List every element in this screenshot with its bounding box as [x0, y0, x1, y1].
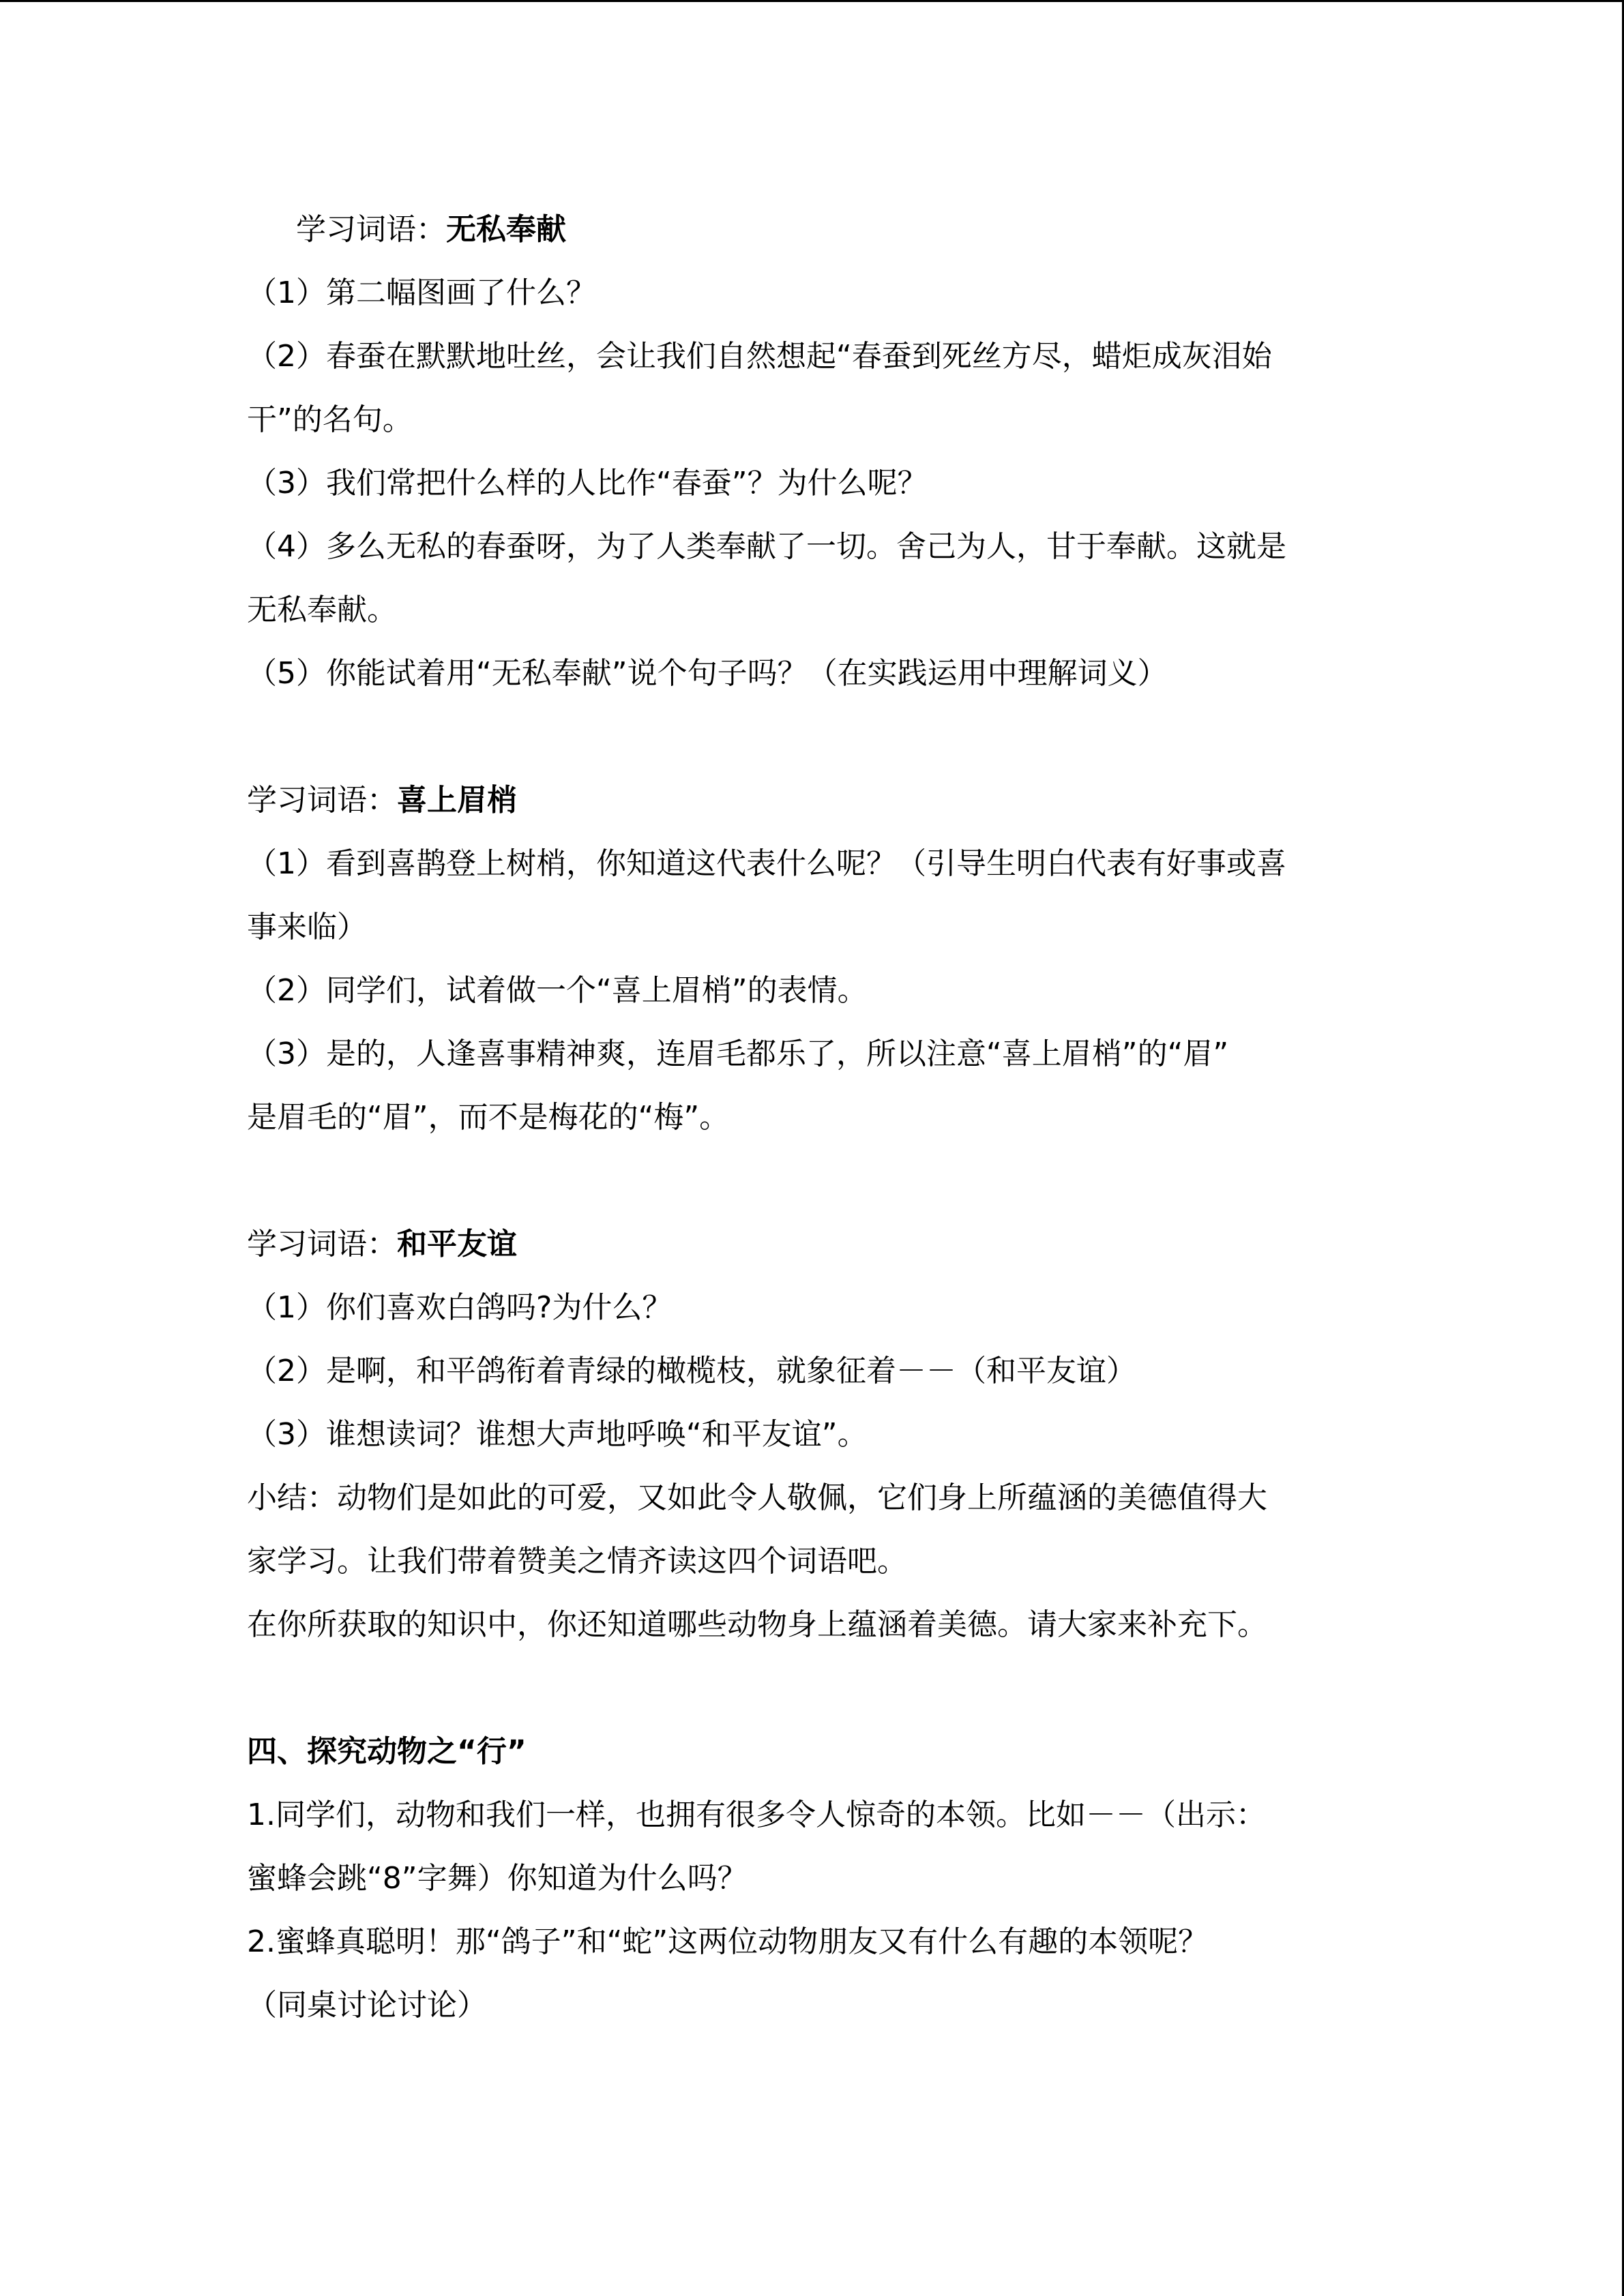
blank-line: [247, 1656, 1393, 1720]
section3-line-6: 在你所获取的知识中，你还知道哪些动物身上蕴涵着美德。请大家来补充下。: [247, 1607, 1267, 1642]
section4-line-1: 1.同学们，动物和我们一样，也拥有很多令人惊奇的本领。比如－－（出示：: [247, 1798, 1266, 1832]
section1-heading: [247, 198, 1393, 261]
section2-heading-prefix: 学习词语：: [247, 783, 397, 818]
section4-line-3: 2.蜜蜂真聪明！那“鸽子”和“蛇”这两位动物朋友又有什么有趣的本领呢？: [247, 1924, 1209, 1959]
section2-line-2: 事来临）: [247, 910, 367, 944]
section3-summary-line-1: 小结：动物们是如此的可爱，又如此令人敬佩，它们身上所蕴涵的美德值得大: [247, 1480, 1267, 1515]
section1-line-5: （4）多么无私的春蚕呀，为了人类奉献了一切。舍己为人，甘于奉献。这就是: [247, 529, 1286, 564]
section1-line-2: （2）春蚕在默默地吐丝，会让我们自然想起“春蚕到死丝方尽，蜡炬成灰泪始: [247, 339, 1272, 374]
section3-heading-prefix: 学习词语：: [247, 1227, 397, 1262]
section1-line-6: 无私奉献。: [247, 593, 397, 627]
section1-heading-prefix: 学习词语：: [296, 212, 446, 247]
section2-heading-term: 喜上眉梢: [397, 783, 517, 818]
section4-heading: 四、探究动物之“行”: [247, 1734, 527, 1769]
section3-line-2: （2）是啊，和平鸽衔着青绿的橄榄枝，就象征着－－（和平友谊）: [247, 1354, 1136, 1388]
page-top-rule: [0, 0, 1624, 2]
section3-heading-term: 和平友谊: [397, 1227, 517, 1262]
section2-line-3: （2）同学们，试着做一个“喜上眉梢”的表情。: [247, 973, 868, 1008]
section1-line-1: （1）第二幅图画了什么？: [247, 275, 596, 310]
section1-heading-term: 无私奉献: [446, 212, 566, 247]
section3-line-3: （3）谁想读词？谁想大声地呼唤“和平友谊”。: [247, 1417, 868, 1452]
section3-summary-line-2: 家学习。让我们带着赞美之情齐读这四个词语吧。: [247, 1544, 907, 1579]
section3-heading: [247, 1212, 1393, 1276]
section4-line-2: 蜜蜂会跳“8”字舞）你知道为什么吗？: [247, 1861, 748, 1896]
document-body: [247, 198, 1393, 2037]
section1-line-4: （3）我们常把什么样的人比作“春蚕”？为什么呢？: [247, 466, 928, 501]
section1-line-3: 干”的名句。: [247, 402, 413, 437]
section1-line-7: （5）你能试着用“无私奉献”说个句子吗？（在实践运用中理解词义）: [247, 656, 1168, 691]
blank-line: [247, 1149, 1393, 1212]
section3-line-1: （1）你们喜欢白鸽吗?为什么？: [247, 1290, 673, 1325]
section2-heading: [247, 769, 1393, 832]
section2-line-4: （3）是的，人逢喜事精神爽，连眉毛都乐了，所以注意“喜上眉梢”的“眉”: [247, 1037, 1229, 1071]
blank-line: [247, 705, 1393, 769]
section2-line-1: （1）看到喜鹊登上树梢，你知道这代表什么呢？（引导生明白代表有好事或喜: [247, 846, 1286, 881]
section4-line-4: （同桌讨论讨论）: [247, 1988, 487, 2023]
section2-line-5: 是眉毛的“眉”，而不是梅花的“梅”。: [247, 1100, 730, 1135]
